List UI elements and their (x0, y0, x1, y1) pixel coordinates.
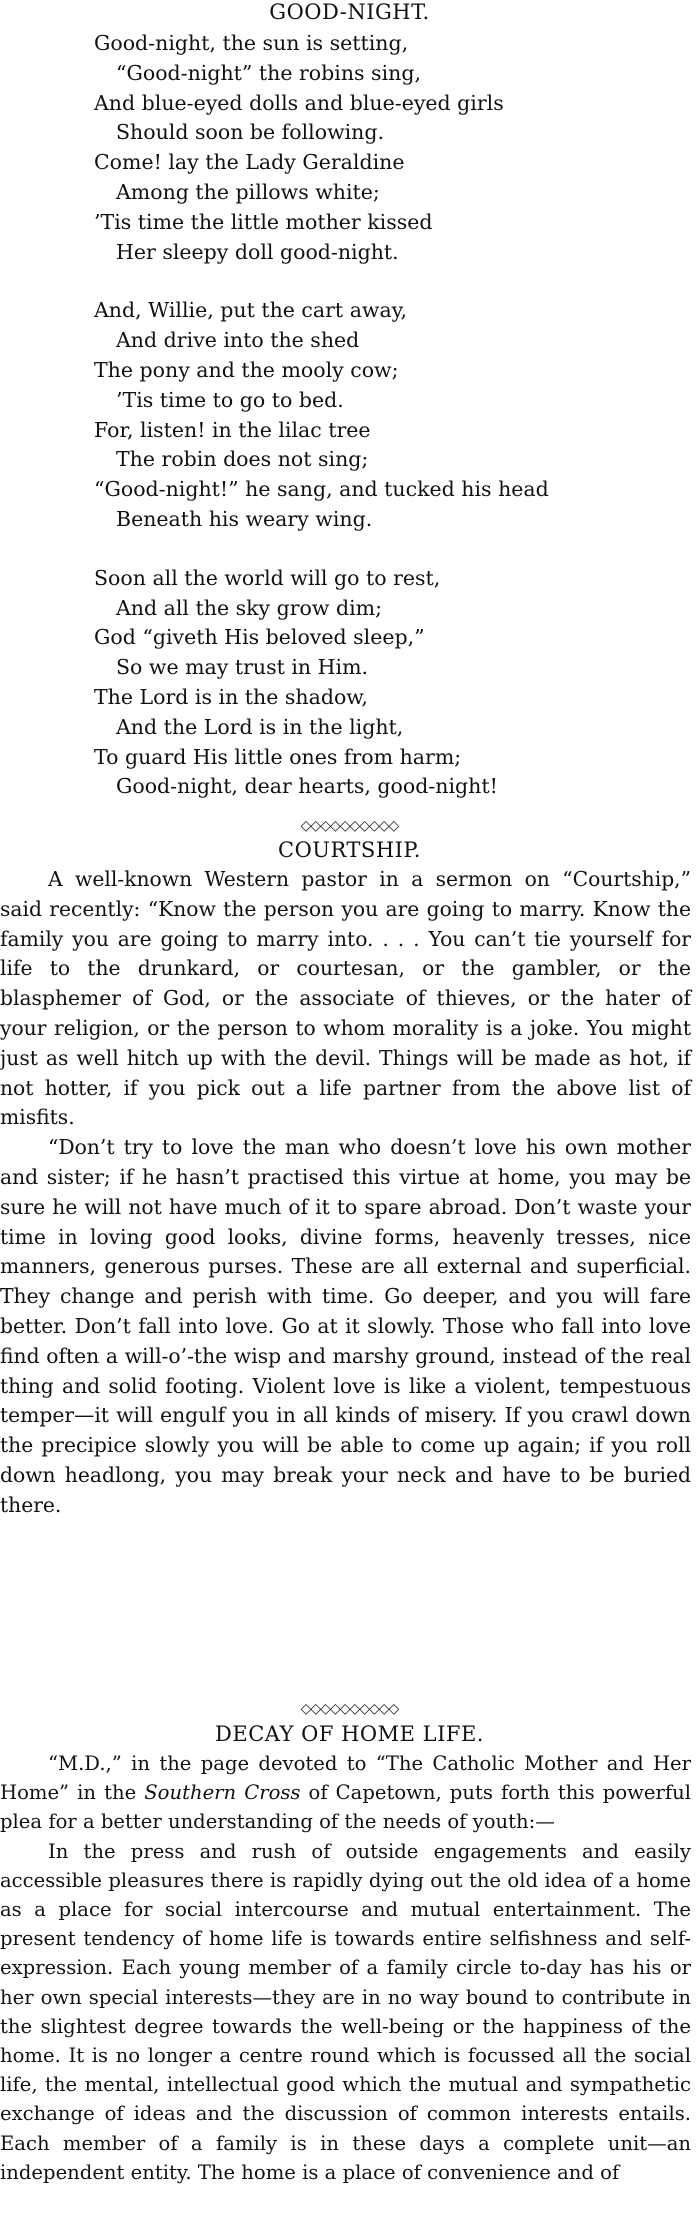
poem-line: ’Tis time the little mother kissed (94, 209, 433, 234)
decay-intro-after: of Capetown, puts forth this powerful plea for a better understanding of the needs of youth:— (0, 1781, 692, 1834)
decay-section (0, 1722, 699, 2187)
poem-stanza (94, 29, 699, 267)
poem-line: So we may trust in Him. (116, 655, 369, 680)
poem-title: GOOD-NIGHT. (269, 0, 430, 24)
decay-paragraph: In the press and rush of outside engagements and easily accessible pleasures there is rapidly dying out the old idea of a home as a place for social intercourse and mutual entertainment. The present tendency of home life is towards entire selfishness and self-expression. Each young member of a family circle to-day has his or her own special interests—they are in no way bound to contribute in the slightest degree towards the well-being or the happiness of the home. It is no longer a centre round which is focussed all the social life, the mental, intellectual good which the mutual and sympathetic exchange of ideas and the discussion of common interests entails. Each member of a family is in these days a complete unit—an independent entity. The home is a place of convenience and of (0, 1839, 691, 2184)
poem-line: The pony and the mooly cow; (94, 357, 399, 382)
courtship-title: COURTSHIP. (278, 838, 421, 862)
poem-line: And all the sky grow dim; (116, 595, 382, 620)
poem-line: Should soon be following. (116, 120, 385, 145)
poem-body (94, 29, 699, 802)
poem-line: And the Lord is in the light, (116, 714, 404, 739)
poem-section (0, 0, 699, 831)
poem-line: Among the pillows white; (116, 179, 380, 204)
ornament-divider: ◇◇◇◇◇◇◇◇◇◇ (300, 818, 399, 834)
poem-line: “Good-night!” he sang, and tucked his head (94, 477, 549, 502)
ornament-divider-2: ◇◇◇◇◇◇◇◇◇◇ (300, 1701, 399, 1717)
courtship-paragraph-1: A well-known Western pastor in a sermon on “Courtship,” said recently: “Know the person you are going to marry. Know the family you are going to marry into. . . . You can’t tie yourself for life to the drunkard, or courtesan, or the gambler, or the blasphemer of God, or the associate of thieves, or the hater of your religion, or the person to whom morality is a joke. You might just as well hitch up with the devil. Things will be made as hot, if not hotter, if you pick out a life partner from the above list of misfits. (0, 867, 691, 1130)
decay-title: DECAY OF HOME LIFE. (215, 1722, 484, 1746)
courtship-body (0, 865, 691, 1521)
decay-intro-before: “M.D.,” in the page devoted to “The Catholic Mother and Her Home” in the (0, 1752, 691, 1805)
courtship-paragraph-2: “Don’t try to love the man who doesn’t love his own mother and sister; if he hasn’t practised this virtue at home, you may be sure he will not have much of it to spare abroad. Don’t waste your time in loving good looks, divine forms, heavenly tresses, nice manners, generous purses. These are all external and superficial. They change and perish with time. Go deeper, and you will fare better. Don’t fall into love. Go at it slowly. Those who fall into love find often a will-o’-the wisp and marshy ground, instead of the real thing and solid footing. Violent love is like a violent, tempestuous temper—it will engulf you in all kinds of misery. If you crawl down the precipice slowly you will be able to come up again; if you roll down headlong, you may break your neck and have to be buried there. (0, 1135, 691, 1517)
poem-line: Good-night, dear hearts, good-night! (116, 774, 498, 799)
poem-stanza (94, 564, 699, 802)
poem-line: ’Tis time to go to bed. (116, 387, 344, 412)
poem-line: Good-night, the sun is setting, (94, 31, 409, 55)
decay-body (0, 1749, 691, 2187)
publication-name: Southern Cross (144, 1781, 301, 1805)
poem-line: “Good-night” the robins sing, (116, 60, 421, 85)
poem-line: Soon all the world will go to rest, (94, 565, 441, 590)
poem-stanza (94, 296, 699, 534)
poem-line: To guard His little ones from harm; (94, 744, 462, 769)
decay-intro (0, 1749, 691, 1837)
poem-line: Beneath his weary wing. (116, 506, 373, 531)
poem-line: Come! lay the Lady Geraldine (94, 150, 405, 175)
poem-line: For, listen! in the lilac tree (94, 417, 371, 442)
courtship-section (0, 838, 699, 1521)
poem-line: And drive into the shed (116, 328, 360, 353)
poem-line: And, Willie, put the cart away, (94, 298, 408, 323)
poem-line: God “giveth His beloved sleep,” (94, 625, 425, 650)
poem-line: The Lord is in the shadow, (94, 684, 368, 709)
poem-line: The robin does not sing; (116, 447, 369, 472)
poem-line: Her sleepy doll good-night. (116, 239, 399, 264)
poem-line: And blue-eyed dolls and blue-eyed girls (94, 90, 504, 115)
